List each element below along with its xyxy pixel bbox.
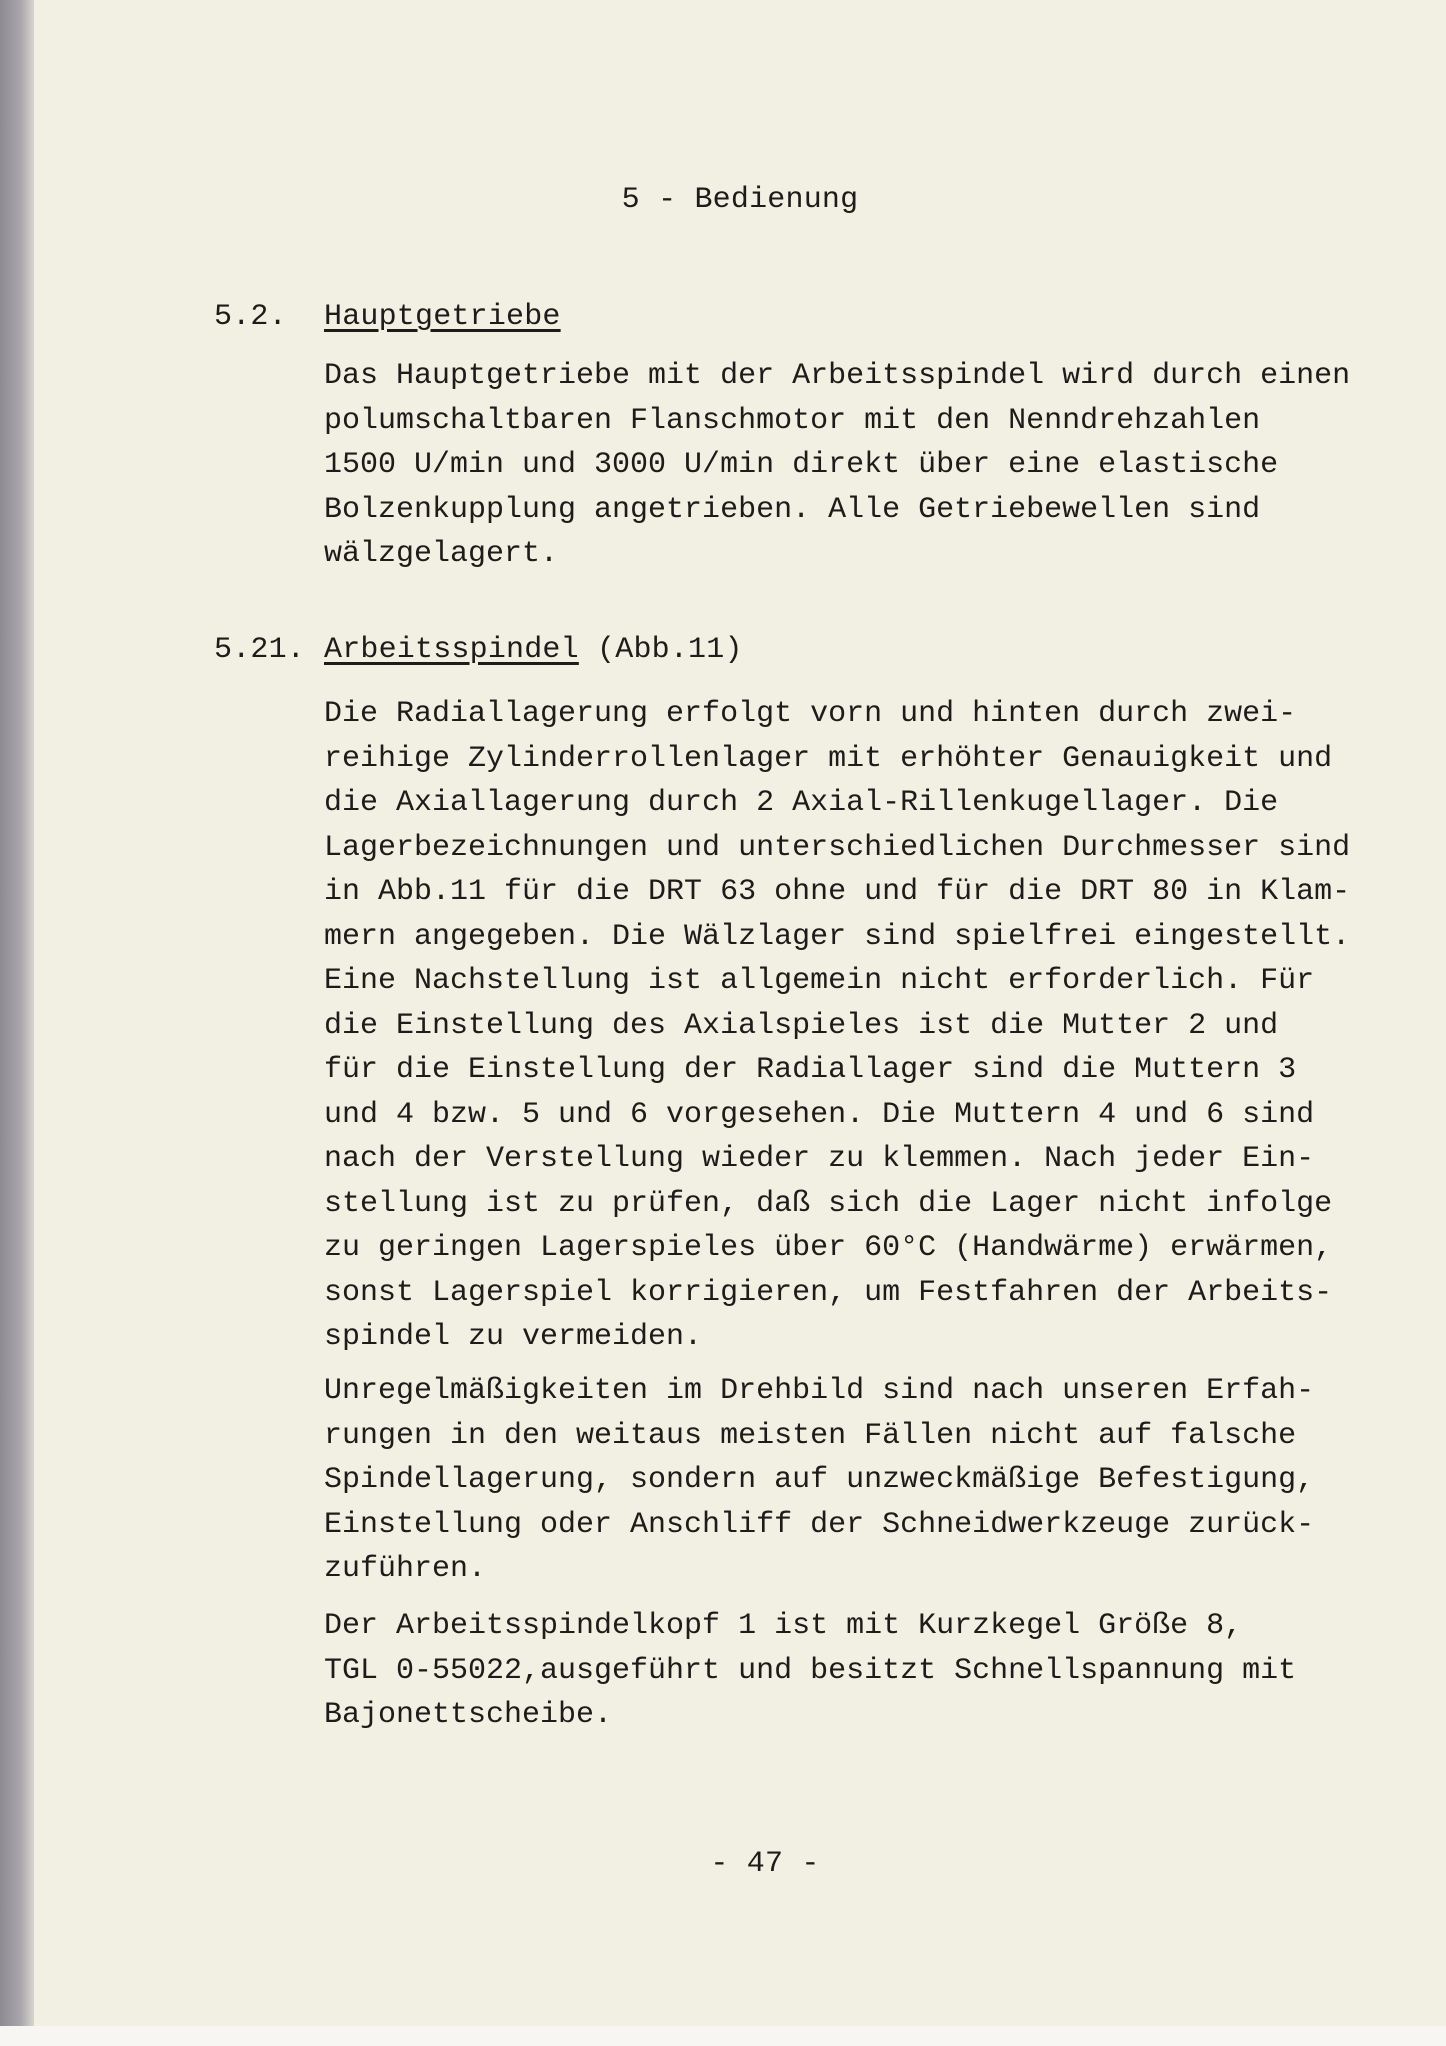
- text-line: reihige Zylinderrollenlager mit erhöhter Genauigkeit und: [324, 741, 1333, 776]
- paragraph: [324, 354, 1350, 577]
- text-line: in Abb.11 für die DRT 63 ohne und für die DRT 80 in Klam-: [324, 875, 1351, 909]
- text-line: Einstellung oder Anschliff der Schneidwerkzeuge zurück-: [324, 1507, 1315, 1542]
- text-line: Spindellagerung, sondern auf unzweckmäßige Befestigung,: [324, 1463, 1315, 1497]
- text-line: sonst Lagerspiel korrigieren, um Festfahren der Arbeits-: [324, 1275, 1333, 1310]
- scan-edge: [0, 0, 34, 2046]
- text-line: Die Radiallagerung erfolgt vorn und hinten durch zwei-: [324, 697, 1297, 731]
- scan-bottom-edge: [0, 2026, 1446, 2046]
- section-number: 5.2.: [214, 300, 287, 334]
- text-line: nach der Verstellung wieder zu klemmen. Nach jeder Ein-: [324, 1142, 1315, 1176]
- section-heading-text: Hauptgetriebe: [324, 300, 561, 334]
- text-line: stellung ist zu prüfen, daß sich die Lager nicht infolge: [324, 1186, 1333, 1221]
- paragraph: [324, 1369, 1314, 1592]
- text-line: Der Arbeitsspindelkopf 1 ist mit Kurzkegel Größe 8,: [324, 1609, 1243, 1643]
- text-line: TGL 0-55022,ausgeführt und besitzt Schnellspannung mit: [324, 1653, 1297, 1688]
- section-number: 5.21.: [214, 633, 306, 667]
- text-line: rungen in den weitaus meisten Fällen nicht auf falsche: [324, 1418, 1297, 1453]
- text-line: wälzgelagert.: [324, 537, 559, 571]
- section-heading: [324, 295, 561, 340]
- text-line: Eine Nachstellung ist allgemein nicht erforderlich. Für: [324, 964, 1315, 998]
- text-line: für die Einstellung der Radiallager sind die Muttern 3: [324, 1053, 1297, 1087]
- text-line: die Axiallagerung durch 2 Axial-Rillenkugellager. Die: [324, 786, 1279, 820]
- text-line: Bolzenkupplung angetrieben. Alle Getriebewellen sind: [324, 492, 1261, 527]
- text-line: Unregelmäßigkeiten im Drehbild sind nach unseren Erfah-: [324, 1374, 1315, 1408]
- section-heading-suffix: (Abb.11): [578, 633, 743, 667]
- paragraph: [324, 692, 1350, 1360]
- section-heading-text: Arbeitsspindel: [324, 633, 579, 667]
- text-line: 1500 U/min und 3000 U/min direkt über eine elastische: [324, 448, 1279, 482]
- text-line: polumschaltbaren Flanschmotor mit den Nenndrehzahlen: [324, 403, 1261, 438]
- paragraph: [324, 1604, 1296, 1738]
- text-line: Lagerbezeichnungen und unterschiedlichen Durchmesser sind: [324, 830, 1351, 865]
- page-number: - 47 -: [710, 1847, 820, 1881]
- text-line: die Einstellung des Axialspieles ist die Mutter 2 und: [324, 1008, 1279, 1043]
- page-title: 5 - Bedienung: [621, 183, 859, 217]
- text-line: Bajonettscheibe.: [324, 1698, 613, 1732]
- section-heading: [324, 628, 743, 673]
- text-line: zu geringen Lagerspieles über 60°C (Handwärme) erwärmen,: [324, 1231, 1333, 1265]
- text-line: Das Hauptgetriebe mit der Arbeitsspindel wird durch einen: [324, 359, 1351, 393]
- text-line: spindel zu vermeiden.: [324, 1320, 703, 1354]
- text-line: und 4 bzw. 5 und 6 vorgesehen. Die Muttern 4 und 6 sind: [324, 1097, 1315, 1132]
- text-line: mern angegeben. Die Wälzlager sind spielfrei eingestellt.: [324, 919, 1351, 954]
- text-line: zuführen.: [324, 1552, 487, 1586]
